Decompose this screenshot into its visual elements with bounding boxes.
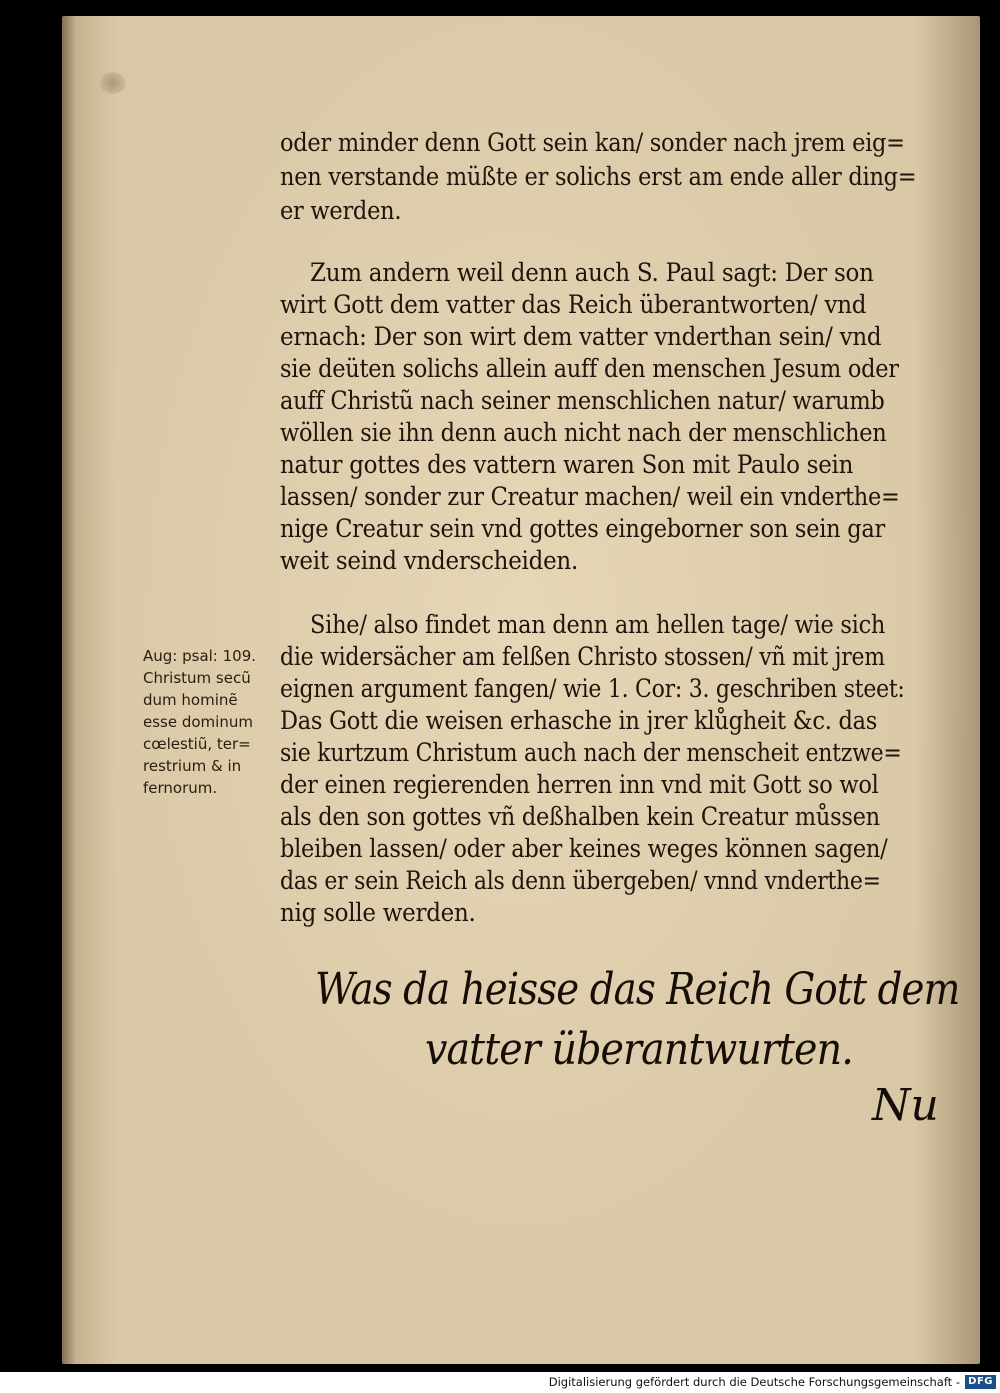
- text-line: sie deüten solichs allein auff den menschen Jesum oder: [280, 354, 899, 383]
- funding-credit: Digitalisierung gefördert durch die Deutsche Forschungsgemeinschaft -: [548, 1375, 960, 1389]
- section-heading-line-2: vatter überantwurten.: [425, 1024, 853, 1075]
- text-line: Das Gott die weisen erhasche in jrer klůgheit &c. das: [280, 706, 878, 735]
- margin-note-line: cœlestiũ, ter=: [143, 735, 251, 753]
- text-line: die widersächer am felßen Christo stossen/ vñ mit jrem: [280, 642, 885, 671]
- text-line: nen verstande müßte er solichs erst am ende aller ding=: [280, 162, 917, 191]
- text-line: er werden.: [280, 196, 402, 225]
- text-line: nig solle werden.: [280, 898, 476, 927]
- text-line: natur gottes des vattern waren Son mit Paulo sein: [280, 450, 854, 479]
- margin-note-line: dum hominẽ: [143, 691, 238, 709]
- margin-note-line: fernorum.: [143, 779, 218, 797]
- text-line: weit seind vnderscheiden.: [280, 546, 578, 575]
- text-line: das er sein Reich als denn übergeben/ vnnd vnderthe=: [280, 866, 881, 895]
- text-line: bleiben lassen/ oder aber keines weges können sagen/: [280, 834, 888, 863]
- catchword: Nu: [872, 1080, 939, 1131]
- spine-shadow: [62, 16, 76, 1364]
- text-line: sie kurtzum Christum auch nach der menscheit entzwe=: [280, 738, 902, 767]
- text-line: wöllen sie ihn denn auch nicht nach der menschlichen: [280, 418, 887, 447]
- section-heading-line-1: Was da heisse das Reich Gott dem: [315, 964, 960, 1015]
- margin-note-line: esse dominum: [143, 713, 253, 731]
- dfg-logo: DFG: [965, 1375, 996, 1389]
- margin-note-line: Aug: psal: 109.: [143, 647, 257, 665]
- text-line: auff Christũ nach seiner menschlichen natur/ warumb: [280, 386, 885, 415]
- margin-note-line: restrium & in: [143, 757, 242, 775]
- text-line: nige Creatur sein vnd gottes eingeborner son sein gar: [280, 514, 886, 543]
- ink-smudge: [100, 72, 126, 94]
- text-line: als den son gottes vñ deßhalben kein Creatur můssen: [280, 802, 880, 831]
- text-line: ernach: Der son wirt dem vatter vnderthan sein/ vnd: [280, 322, 882, 351]
- text-line: eignen argument fangen/ wie 1. Cor: 3. geschriben steet:: [280, 674, 905, 703]
- text-line: der einen regierenden herren inn vnd mit Gott so wol: [280, 770, 879, 799]
- text-line: lassen/ sonder zur Creatur machen/ weil ein vnderthe=: [280, 482, 900, 511]
- text-line: Zum andern weil denn auch S. Paul sagt: Der son: [310, 258, 874, 287]
- footer-bar: [0, 1372, 1000, 1393]
- text-line: wirt Gott dem vatter das Reich überantworten/ vnd: [280, 290, 867, 319]
- text-line: oder minder denn Gott sein kan/ sonder nach jrem eig=: [280, 128, 905, 157]
- text-line: Sihe/ also findet man denn am hellen tage/ wie sich: [310, 610, 886, 639]
- margin-note-line: Christum secũ: [143, 669, 251, 687]
